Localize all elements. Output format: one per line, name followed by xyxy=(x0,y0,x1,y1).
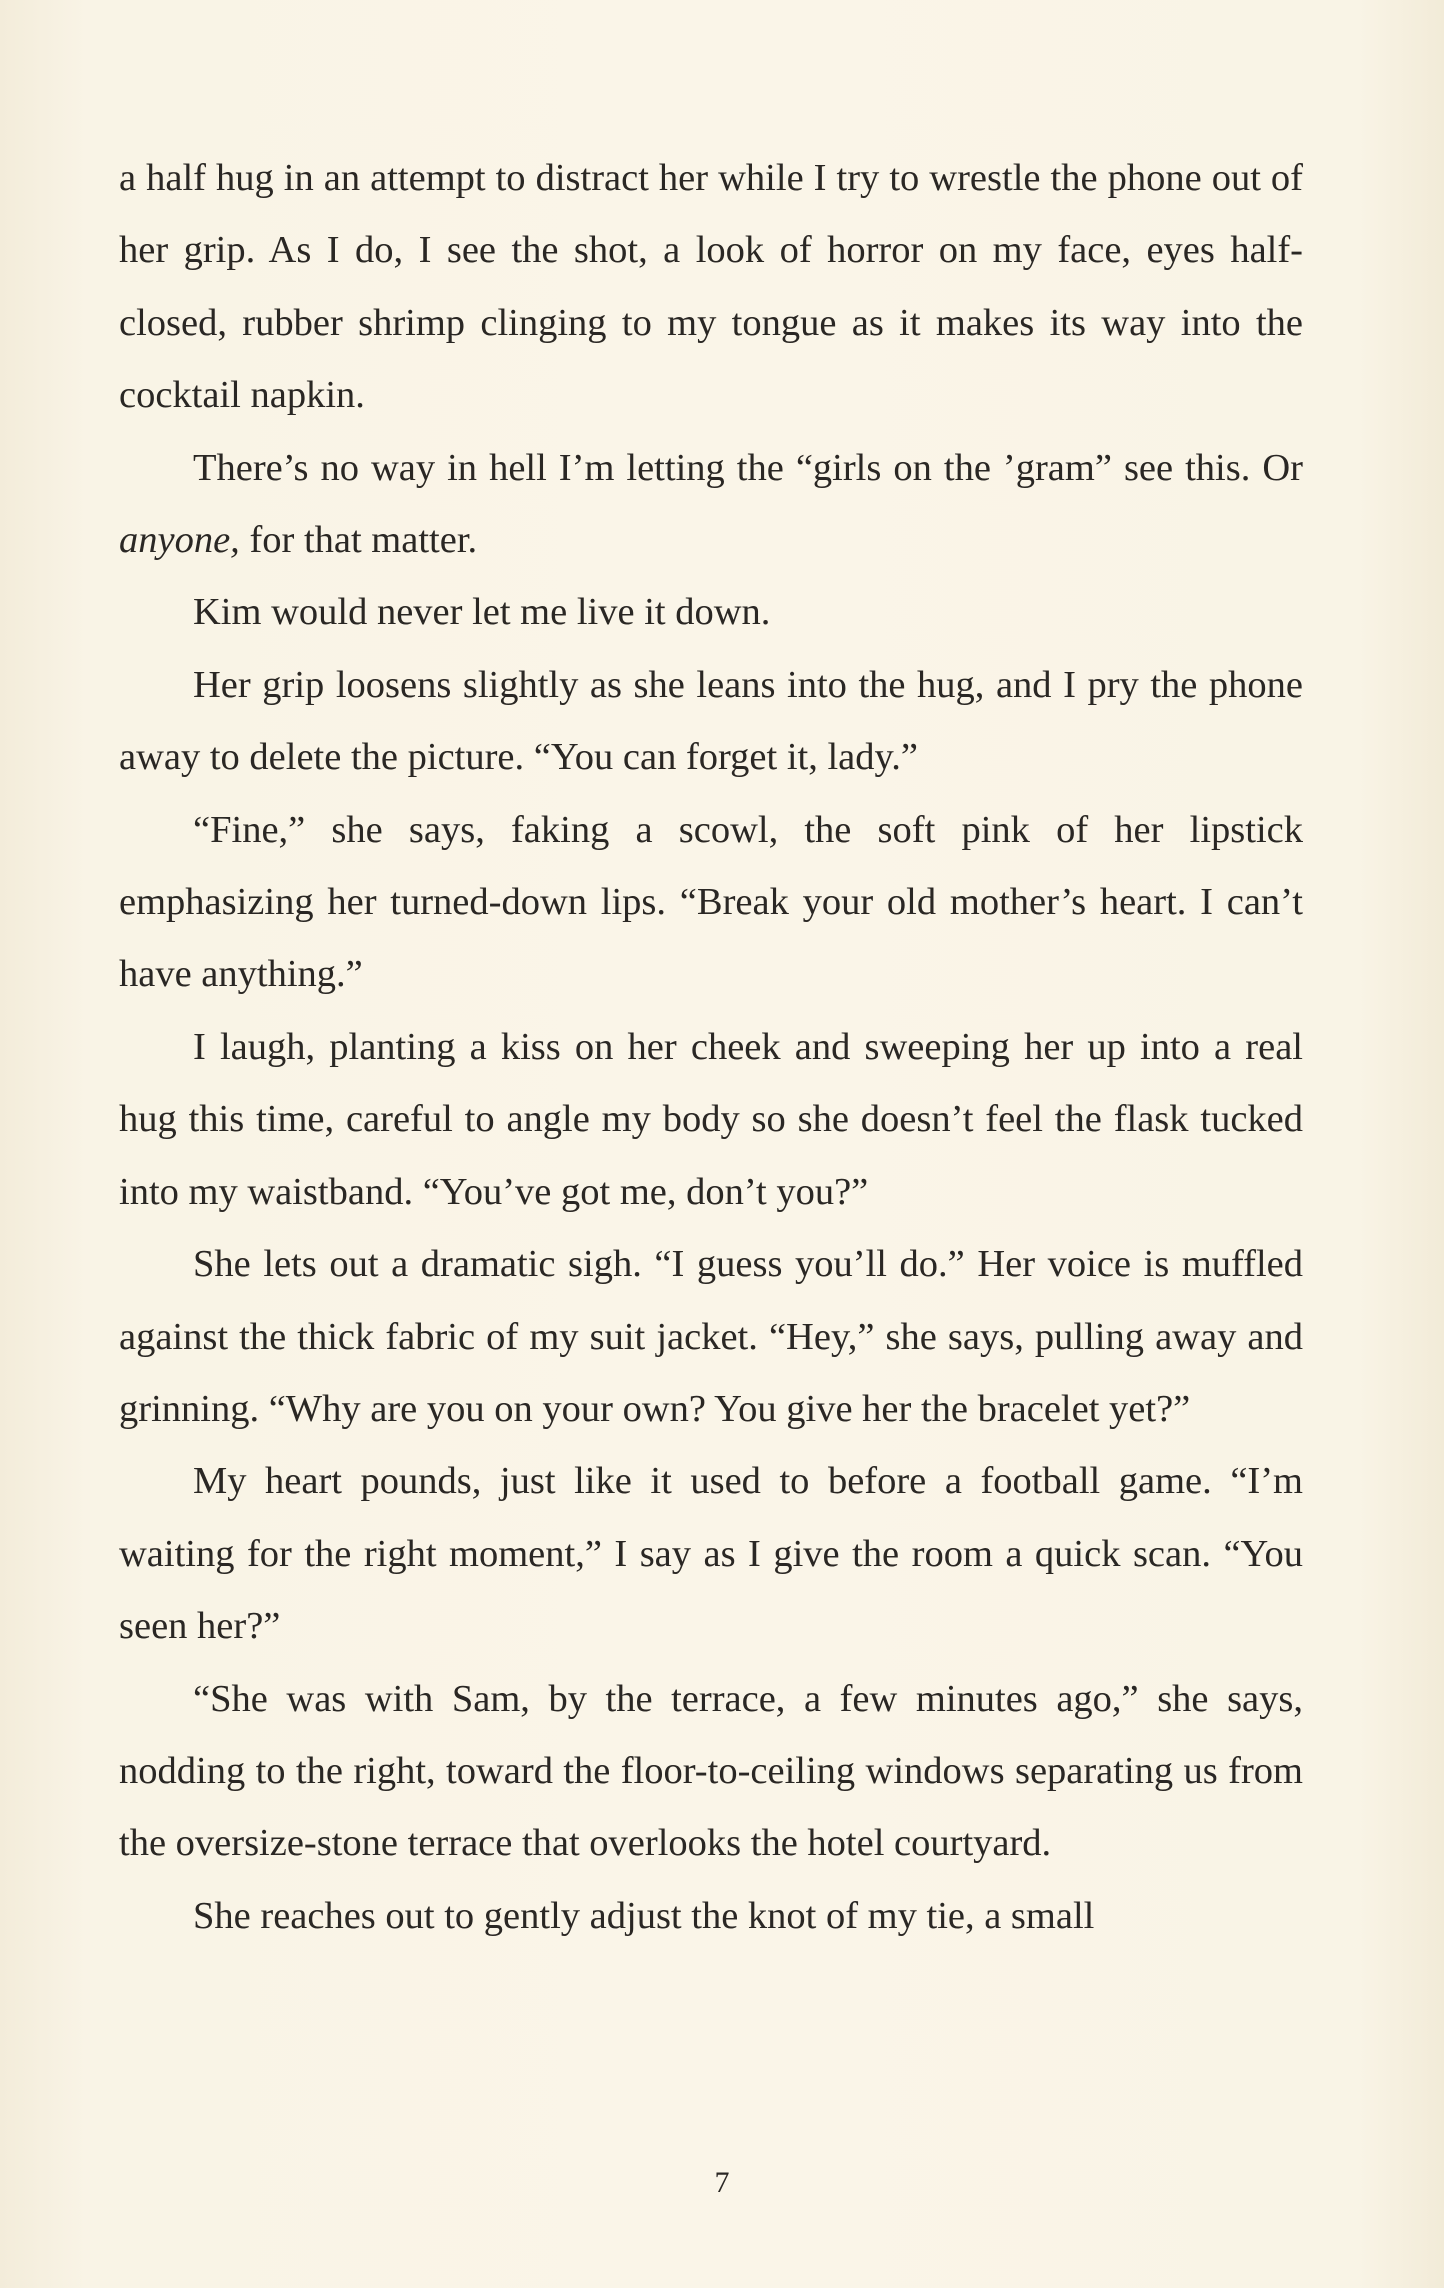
page-number: 7 xyxy=(714,2166,730,2199)
text-run: I laugh, planting a kiss on her cheek and sweeping her up into a real hug this time, careful to angle my body so she doesn’t feel the flask tucked into my waistband. “You’ve got me, don’t you?” xyxy=(119,1025,1303,1213)
paragraph xyxy=(119,1663,1303,1880)
text-run: She reaches out to gently adjust the knot of my tie, a small xyxy=(193,1894,1095,1937)
paragraph xyxy=(119,576,1303,648)
text-run: She lets out a dramatic sigh. “I guess you’ll do.” Her voice is muffled against the thick fabric of my suit jacket. “Hey,” she says, pulling away and grinning. “Why are you on your own? You give her the bracelet yet?” xyxy=(119,1243,1303,1430)
paragraph xyxy=(119,794,1303,1011)
text-run: There’s no way in hell I’m letting the “girls on the ’gram” see this. Or xyxy=(193,446,1303,489)
text-run: for that matter. xyxy=(239,519,478,562)
text-run: Kim would never let me live it down. xyxy=(193,591,771,634)
text-run: My heart pounds, just like it used to before a football game. “I’m waiting for the right moment,” I say as I give the room a quick scan. “You seen her?” xyxy=(119,1460,1303,1648)
paragraph xyxy=(119,432,1303,577)
body-text xyxy=(119,142,1303,1952)
text-run: “She was with Sam, by the terrace, a few minutes ago,” she says, nodding to the right, toward the floor-to-ceiling windows separating us from the oversize-stone terrace that overlooks the hotel courtyard. xyxy=(119,1677,1303,1865)
paragraph xyxy=(119,142,1303,432)
text-run: “Fine,” she says, faking a scowl, the soft pink of her lipstick emphasizing her turned-down lips. “Break your old mother’s heart. I can’t have anything.” xyxy=(119,808,1303,996)
paragraph xyxy=(119,1011,1303,1228)
italic-text: anyone, xyxy=(119,519,240,562)
paragraph xyxy=(119,1445,1303,1662)
paragraph xyxy=(119,1228,1303,1445)
paragraph xyxy=(119,649,1303,794)
text-run: Her grip loosens slightly as she leans into the hug, and I pry the phone away to delete the picture. “You can forget it, lady.” xyxy=(119,663,1303,779)
text-run: a half hug in an attempt to distract her while I try to wrestle the phone out of her grip. As I do, I see the shot, a look of horror on my face, eyes half-closed, rubber shrimp clinging to my tongue as it makes its way into the cocktail napkin. xyxy=(119,157,1303,417)
paragraph xyxy=(119,1880,1303,1952)
